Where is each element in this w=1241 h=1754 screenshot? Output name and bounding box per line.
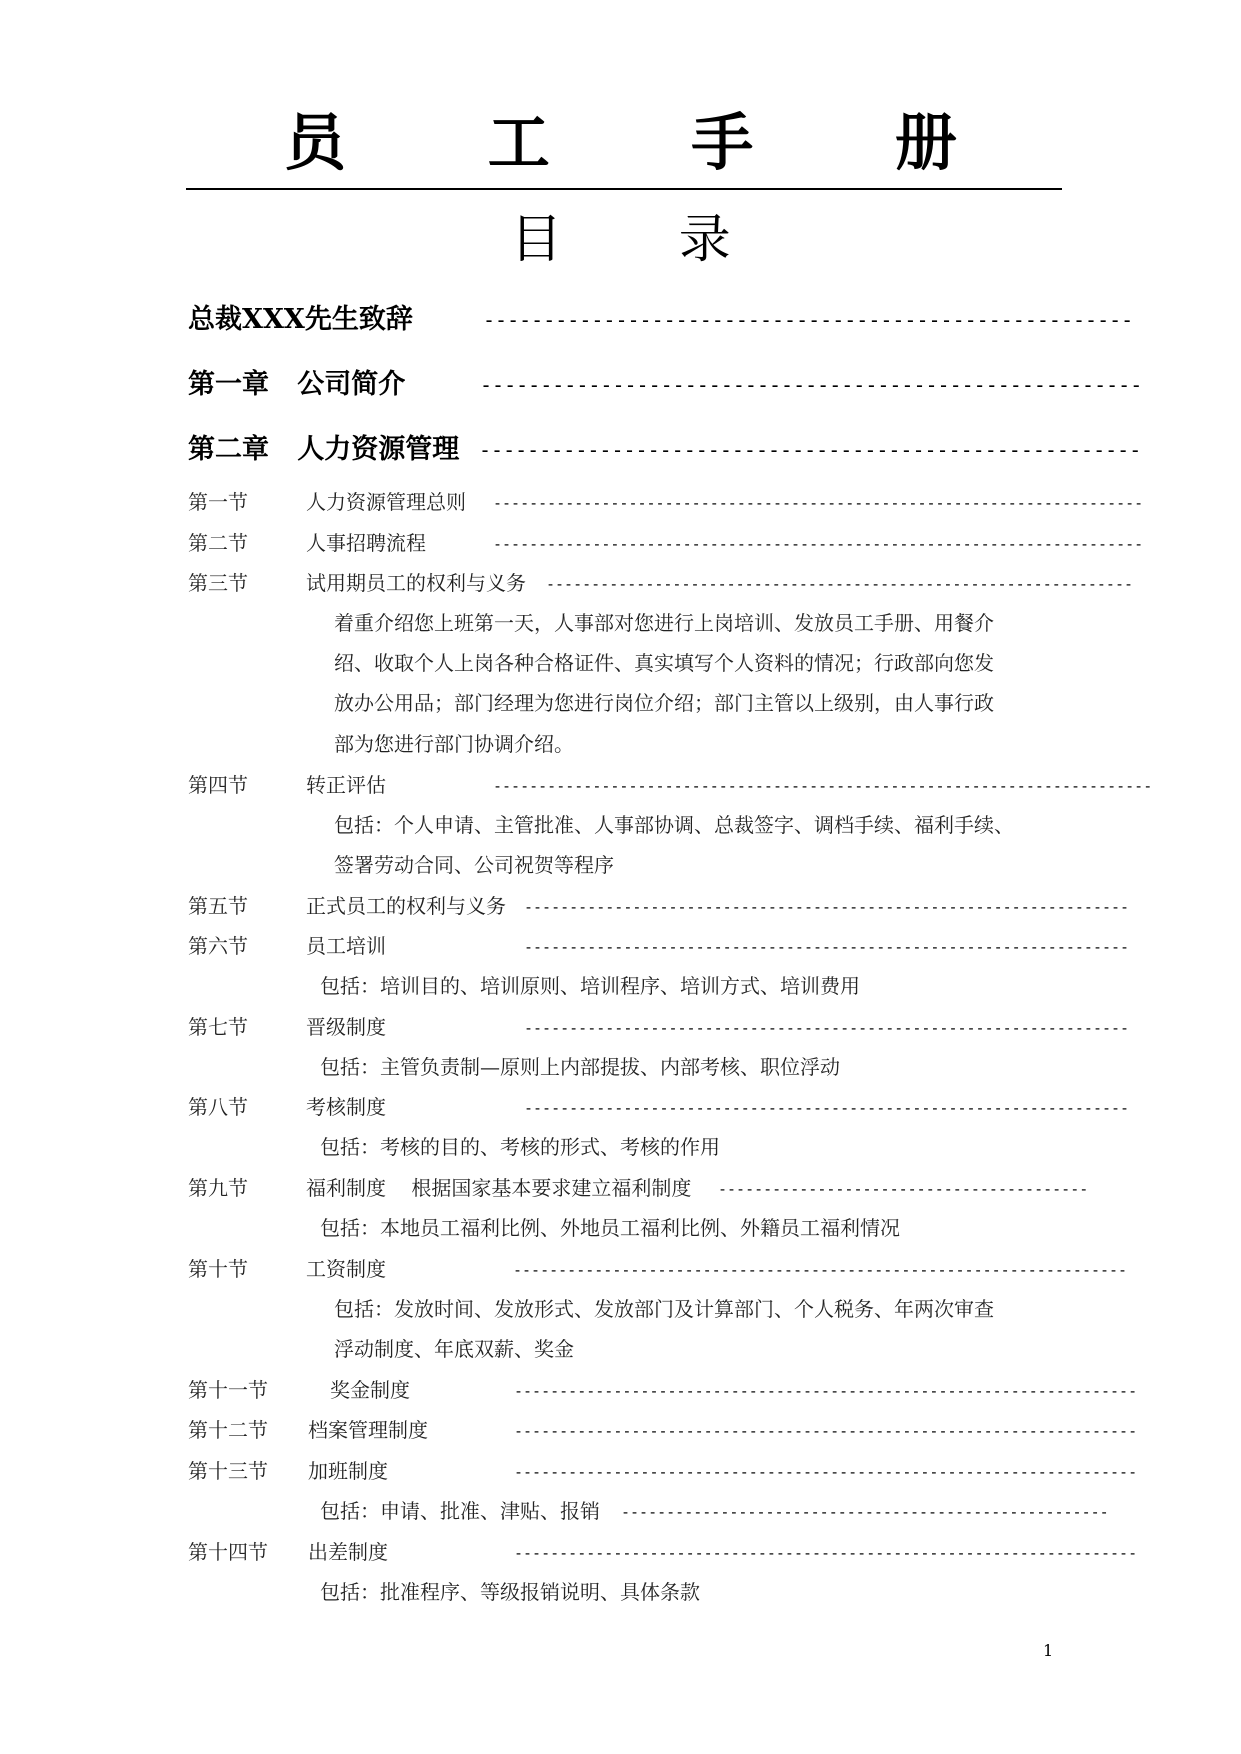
leader-dots: ------------------------------------------------------------------------ <box>493 535 1144 553</box>
section-title[interactable]: 考核制度 <box>306 1095 386 1119</box>
leader-dots: ------------------------------------------------------------------- <box>524 1019 1130 1037</box>
leader-dots: ------------------------------------------------------------------------- <box>493 777 1153 795</box>
section-title[interactable]: 出差制度 <box>308 1540 388 1564</box>
section-title[interactable]: 晋级制度 <box>306 1015 386 1039</box>
section-title[interactable]: 试用期员工的权利与义务 <box>306 571 526 595</box>
page-number: 1 <box>1043 1641 1054 1660</box>
leader-dots: ------------------------------------------------------- <box>480 373 1143 397</box>
section-title[interactable]: 人事招聘流程 <box>306 531 426 555</box>
section-number: 第二节 <box>188 531 248 555</box>
section-number: 第五节 <box>188 894 248 918</box>
leader-dots: --------------------------------------------------------------------- <box>514 1544 1138 1562</box>
section-title[interactable]: 工资制度 <box>306 1257 386 1281</box>
section-number: 第十一节 <box>188 1378 268 1402</box>
section-title[interactable]: 转正评估 <box>306 773 386 797</box>
section-number: 第三节 <box>188 571 248 595</box>
leader-dots: -------------------------------------------------------------------- <box>513 1261 1128 1279</box>
section-number: 第十二节 <box>188 1418 268 1442</box>
section-description: 包括：批准程序、等级报销说明、具体条款 <box>320 1580 700 1604</box>
section-number: 第七节 <box>188 1015 248 1039</box>
leader-dots: ------------------------------------------------------------------- <box>524 938 1130 956</box>
section-description: 放办公用品；部门经理为您进行岗位介绍；部门主管以上级别，由人事行政 <box>334 691 994 715</box>
section-description: 包括：主管负责制—原则上内部提拔、内部考核、职位浮动 <box>320 1055 840 1079</box>
leader-dots: ------------------------------------------------------ <box>621 1503 1109 1521</box>
section-description: 包括：个人申请、主管批准、人事部协调、总裁签字、调档手续、福利手续、 <box>334 813 1014 837</box>
leader-dots: ------------------------------------------------------ <box>483 308 1134 332</box>
leader-dots: ------------------------------------------------------------------- <box>524 898 1130 916</box>
section-description: 着重介绍您上班第一天，人事部对您进行上岗培训、发放员工手册、用餐介 <box>334 611 994 635</box>
chapter-president-address[interactable]: 总裁XXX先生致辞 <box>188 304 413 335</box>
leader-dots: ----------------------------------------------------------------- <box>546 575 1133 593</box>
section-number: 第十四节 <box>188 1540 268 1564</box>
section-description: 浮动制度、年底双薪、奖金 <box>334 1337 574 1361</box>
title-divider <box>186 188 1062 190</box>
section-number: 第十三节 <box>188 1459 268 1483</box>
leader-dots: ------------------------------------------------------- <box>479 438 1142 462</box>
section-description: 包括：发放时间、发放形式、发放部门及计算部门、个人税务、年两次审查 <box>334 1297 994 1321</box>
section-number: 第一节 <box>188 490 248 514</box>
section-description: 包括：本地员工福利比例、外地员工福利比例、外籍员工福利情况 <box>320 1216 900 1240</box>
section-title[interactable]: 奖金制度 <box>330 1378 410 1402</box>
leader-dots: ------------------------------------------------------------------- <box>524 1099 1130 1117</box>
section-title[interactable]: 人力资源管理总则 <box>306 490 466 514</box>
section-description: 绍、收取个人上岗各种合格证件、真实填写个人资料的情况；行政部向您发 <box>334 651 994 675</box>
section-title[interactable]: 档案管理制度 <box>308 1418 428 1442</box>
section-number: 第八节 <box>188 1095 248 1119</box>
leader-dots: --------------------------------------------------------------------- <box>514 1463 1138 1481</box>
leader-dots: --------------------------------------------------------------------- <box>514 1382 1138 1400</box>
section-title[interactable]: 正式员工的权利与义务 <box>306 894 506 918</box>
toc-title: 目 录 <box>510 210 781 270</box>
leader-dots: ----------------------------------------- <box>718 1180 1089 1198</box>
leader-dots: --------------------------------------------------------------------- <box>514 1422 1138 1440</box>
section-description: 包括：考核的目的、考核的形式、考核的作用 <box>320 1135 720 1159</box>
leader-dots: ------------------------------------------------------------------------ <box>493 494 1144 512</box>
section-number: 第四节 <box>188 773 248 797</box>
section-number: 第六节 <box>188 934 248 958</box>
section-number: 第九节 <box>188 1176 248 1200</box>
section-title[interactable]: 加班制度 <box>308 1459 388 1483</box>
section-description: 包括：培训目的、培训原则、培训程序、培训方式、培训费用 <box>320 974 860 998</box>
section-title[interactable]: 福利制度 根据国家基本要求建立福利制度 <box>306 1176 692 1200</box>
section-title[interactable]: 员工培训 <box>306 934 386 958</box>
chapter-2[interactable]: 第二章 人力资源管理 <box>188 434 460 465</box>
section-description: 签署劳动合同、公司祝贺等程序 <box>334 853 614 877</box>
document-title: 员 工 手 册 <box>284 106 1017 179</box>
section-description: 部为您进行部门协调介绍。 <box>334 732 574 756</box>
chapter-1[interactable]: 第一章 公司简介 <box>188 369 406 400</box>
section-description: 包括：申请、批准、津贴、报销 <box>320 1499 600 1523</box>
section-number: 第十节 <box>188 1257 248 1281</box>
